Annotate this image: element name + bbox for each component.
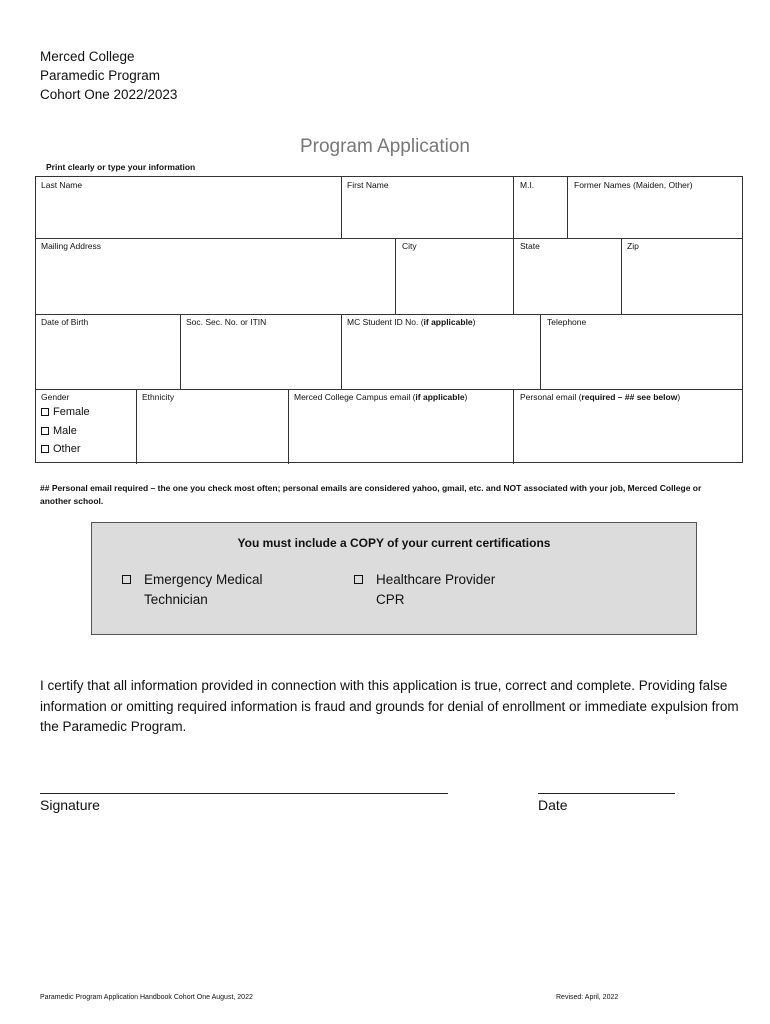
col-divider xyxy=(513,238,514,314)
page-title: Program Application xyxy=(299,136,471,157)
gender-option-other[interactable]: Other xyxy=(41,443,81,455)
col-divider xyxy=(567,177,568,238)
checkbox-icon xyxy=(41,408,49,416)
campus-email-label: Merced College Campus email (if applicable) xyxy=(294,392,468,402)
col-divider xyxy=(395,238,396,314)
date-line[interactable] xyxy=(538,793,675,794)
row-divider xyxy=(36,389,742,390)
ssn-label: Soc. Sec. No. or ITIN xyxy=(186,317,267,327)
checkbox-icon xyxy=(354,575,363,584)
col-divider xyxy=(540,314,541,389)
cert-option-emt[interactable]: Emergency Medical Technician xyxy=(122,570,263,610)
certification-statement: I certify that all information provided in connection with this application is true, correct and complete. Providing false information or omitting required information is fraud and grounds for denial of enrollment or immediate expulsion from the Paramedic Program. xyxy=(40,678,739,734)
gender-label: Gender xyxy=(41,392,70,402)
dob-label: Date of Birth xyxy=(41,317,89,327)
signature-line[interactable] xyxy=(40,793,448,794)
col-divider xyxy=(513,177,514,238)
first-name-label: First Name xyxy=(347,180,389,190)
application-form xyxy=(35,176,743,463)
zip-label: Zip xyxy=(627,241,639,251)
telephone-label: Telephone xyxy=(547,317,587,327)
personal-email-label: Personal email (required – ## see below) xyxy=(520,392,681,402)
row-divider xyxy=(36,238,742,239)
signature-label: Signature xyxy=(40,797,100,813)
mi-label: M.I. xyxy=(520,180,535,190)
checkbox-icon xyxy=(41,445,49,453)
header-program: Paramedic Program xyxy=(40,68,161,83)
last-name-label: Last Name xyxy=(41,180,83,190)
checkbox-icon xyxy=(122,575,131,584)
city-label: City xyxy=(402,241,417,251)
col-divider xyxy=(288,389,289,464)
certifications-title: You must include a COPY of your current certifications xyxy=(237,536,551,550)
ethnicity-label: Ethnicity xyxy=(142,392,175,402)
gender-option-male[interactable]: Male xyxy=(41,425,77,437)
row-divider xyxy=(36,314,742,315)
header-college: Merced College xyxy=(40,49,135,64)
checkbox-icon xyxy=(41,427,49,435)
former-names-label: Former Names (Maiden, Other) xyxy=(574,180,693,190)
footer-right: Revised: April, 2022 xyxy=(556,994,619,1001)
col-divider xyxy=(341,314,342,389)
col-divider xyxy=(180,314,181,389)
gender-option-female[interactable]: Female xyxy=(41,406,90,418)
mailing-address-label: Mailing Address xyxy=(41,241,102,251)
col-divider xyxy=(513,389,514,464)
date-label: Date xyxy=(538,797,568,813)
certifications-box xyxy=(91,522,697,635)
header-cohort: Cohort One 2022/2023 xyxy=(40,87,178,102)
state-label: State xyxy=(520,241,540,251)
personal-email-note: ## Personal email required – the one you check most often; personal emails are considered yahoo, gmail, etc. and NOT associated with your job, Merced College or another school. xyxy=(40,483,702,506)
footer-left: Paramedic Program Application Handbook Cohort One August, 2022 xyxy=(40,994,253,1001)
col-divider xyxy=(136,389,137,464)
instructions: Print clearly or type your information xyxy=(46,162,196,172)
col-divider xyxy=(341,177,342,238)
cert-option-cpr[interactable]: Healthcare Provider CPR xyxy=(354,570,495,610)
mc-student-id-label: MC Student ID No. (if applicable) xyxy=(347,317,476,327)
col-divider xyxy=(621,238,622,314)
